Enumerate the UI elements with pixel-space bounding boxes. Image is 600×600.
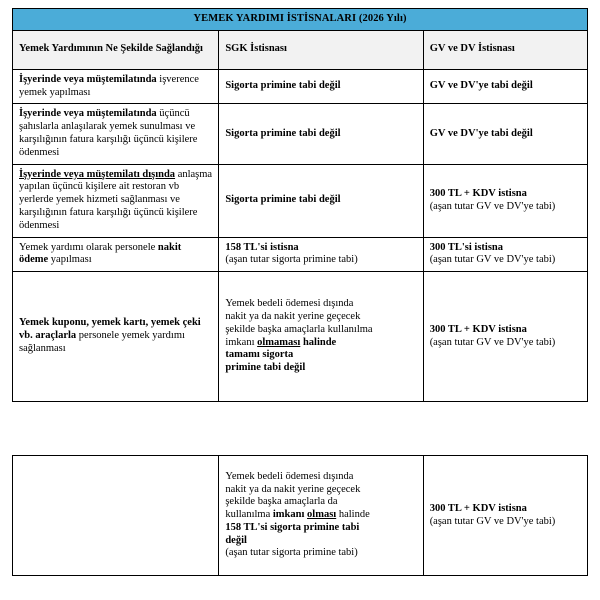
row-gv-value: GV ve DV'ye tabi değil bbox=[423, 104, 587, 164]
table-row bbox=[13, 104, 588, 164]
row-description-bold: İşyerinde veya müştemilatı dışında bbox=[19, 168, 176, 180]
table-title-row bbox=[13, 9, 588, 31]
table-row bbox=[13, 456, 588, 576]
row-description-post: yapılması bbox=[50, 254, 92, 266]
row-gv-cell bbox=[423, 237, 587, 272]
sgk-line: şekilde başka amaçlarla da bbox=[225, 496, 338, 508]
row-description bbox=[13, 69, 219, 104]
table-row bbox=[13, 272, 588, 402]
row-gv-value: GV ve DV'ye tabi değil bbox=[423, 69, 587, 104]
sgk-line: kullanılma imkanı olması halinde bbox=[225, 509, 370, 521]
row-sgk-cell bbox=[219, 237, 423, 272]
row-sgk-note: (aşan tutar sigorta primine tabi) bbox=[225, 547, 358, 559]
row-sgk-value: Sigorta primine tabi değil bbox=[219, 164, 423, 237]
row-description bbox=[13, 272, 219, 402]
row-description-rest: işverence yemek yapılması bbox=[19, 73, 199, 98]
row-gv-cell bbox=[423, 164, 587, 237]
row-description-rest: üçüncü şahıslarla anlaşılarak yemek sunulması ve karşılığının fatura karşılığı üçüncü kişilere ödenmesi bbox=[19, 108, 198, 158]
table-title: YEMEK YARDIMI İSTİSNALARI (2026 Yılı) bbox=[13, 9, 588, 31]
sgk-line: imkanı olmaması halinde bbox=[225, 336, 337, 348]
table-row bbox=[13, 164, 588, 237]
sgk-line: 158 TL'si sigorta primine tabi bbox=[225, 521, 360, 533]
row-sgk-value: Sigorta primine tabi değil bbox=[219, 69, 423, 104]
row-description-bold: Yemek kuponu, yemek kartı, yemek çeki vb. araçlarla bbox=[19, 317, 201, 342]
sgk-line: nakit ya da nakit yerine geçecek bbox=[225, 483, 361, 495]
sgk-line: tamamı sigorta bbox=[225, 349, 294, 361]
row-gv-value: 300 TL'si istisna bbox=[429, 241, 504, 253]
continuation-table bbox=[12, 455, 588, 576]
meal-allowance-exemptions-table bbox=[12, 8, 588, 402]
table-row bbox=[13, 69, 588, 104]
row-gv-value: 300 TL + KDV istisna bbox=[429, 502, 527, 514]
row-description-bold: nakit ödeme bbox=[19, 241, 182, 266]
table-header-row bbox=[13, 30, 588, 69]
sgk-line: nakit ya da nakit yerine geçecek bbox=[225, 311, 361, 323]
row-sgk-value: 158 TL'si istisna bbox=[225, 241, 299, 253]
continuation-table-wrap bbox=[12, 455, 588, 576]
row-gv-cell bbox=[423, 272, 587, 402]
table-row bbox=[13, 237, 588, 272]
row-gv-note: (aşan tutar GV ve DV'ye tabi) bbox=[429, 254, 556, 266]
column-header-method: Yemek Yardımının Ne Şekilde Sağlandığı bbox=[13, 30, 219, 69]
row-sgk-cell bbox=[219, 456, 423, 576]
row-sgk-cell bbox=[219, 272, 423, 402]
row-description bbox=[13, 104, 219, 164]
row-description bbox=[13, 237, 219, 272]
row-description-bold: İşyerinde veya müştemilatında bbox=[19, 108, 157, 120]
sgk-line: Yemek bedeli ödemesi dışında bbox=[225, 298, 354, 310]
row-description-empty bbox=[13, 456, 219, 576]
row-gv-note: (aşan tutar GV ve DV'ye tabi) bbox=[429, 336, 556, 348]
row-description-bold: İşyerinde veya müştemilatında bbox=[19, 73, 157, 85]
sgk-line: değil bbox=[225, 534, 247, 546]
row-gv-note: (aşan tutar GV ve DV'ye tabi) bbox=[429, 515, 556, 527]
sgk-line: Yemek bedeli ödemesi dışında bbox=[225, 470, 354, 482]
row-description bbox=[13, 164, 219, 237]
sgk-line: primine tabi değil bbox=[225, 362, 306, 374]
row-sgk-value: Sigorta primine tabi değil bbox=[219, 104, 423, 164]
row-description-pre: Yemek yardımı olarak personele bbox=[19, 241, 156, 253]
column-header-gv-dv: GV ve DV İstisnası bbox=[423, 30, 587, 69]
row-gv-cell bbox=[423, 456, 587, 576]
row-gv-value: 300 TL + KDV istisna bbox=[429, 187, 527, 199]
row-gv-value: 300 TL + KDV istisna bbox=[429, 323, 527, 335]
sgk-line: şekilde başka amaçlarla kullanılma bbox=[225, 323, 373, 335]
row-sgk-note: (aşan tutar sigorta primine tabi) bbox=[225, 254, 358, 266]
row-description-rest: personele yemek yardımı sağlanması bbox=[19, 330, 185, 355]
column-header-sgk: SGK İstisnası bbox=[219, 30, 423, 69]
row-description-rest: anlaşma yapılan üçüncü kişilere ait restoran vb yerlerde yemek hizmeti sağlanması ve karşılığının fatura karşılığı üçüncü kişilere ödenmesi bbox=[19, 168, 213, 231]
row-gv-note: (aşan tutar GV ve DV'ye tabi) bbox=[429, 200, 556, 212]
